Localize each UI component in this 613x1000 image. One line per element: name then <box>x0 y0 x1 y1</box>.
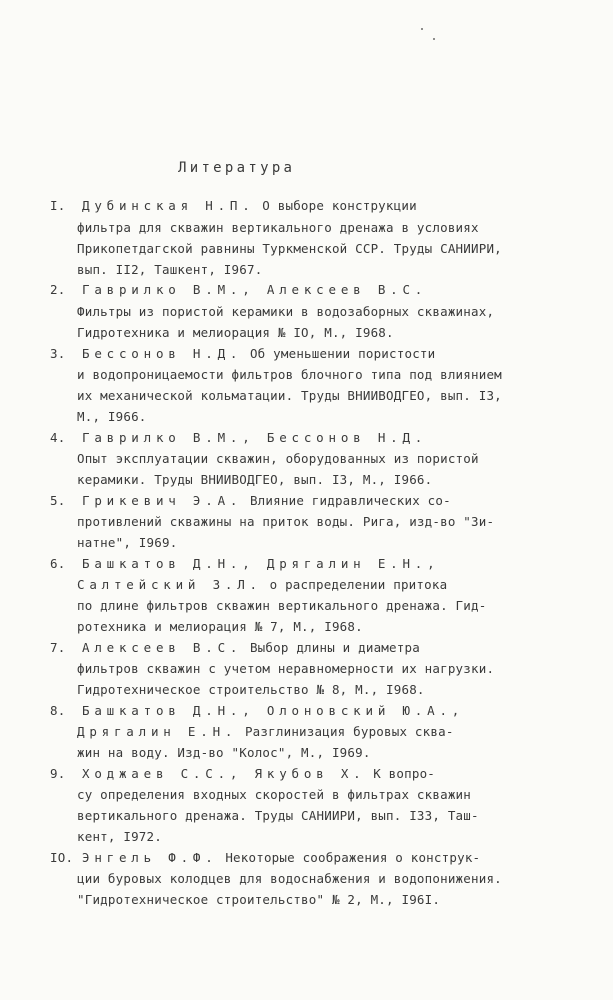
reference-text: Выбор длины и диаметра <box>242 640 420 655</box>
reference-number: 3. <box>50 346 66 361</box>
reference-line <box>77 663 494 676</box>
reference-text: О выборе конструкции <box>254 198 417 213</box>
reference-author: Башкатов Д.Н., Олоновский Ю.А., <box>82 703 465 718</box>
reference-line <box>82 284 427 297</box>
reference-text: их механической кольматации. Труды ВНИИВОДГЕО, вып. I3, <box>77 388 502 403</box>
reference-number: 8. <box>50 703 66 718</box>
reference-text: су определения входных скоростей в фильтрах скважин <box>77 787 472 802</box>
page-title: Литература <box>178 160 296 176</box>
reference-text: Прикопетдагской равнины Туркменской ССР. Труды САНИИРИ, <box>77 241 502 256</box>
reference-text: Гидротехника и мелиорация № IO, М., I968. <box>77 325 394 340</box>
paper-speck <box>433 38 435 40</box>
reference-line <box>77 222 479 235</box>
reference-author: Дрягалин Е.Н. <box>77 724 238 739</box>
reference-line <box>77 789 471 802</box>
reference-line <box>82 642 420 655</box>
reference-author: Гаврилко В.М., Бессонов Н.Д. <box>82 430 428 445</box>
paper-speck <box>421 28 423 30</box>
reference-line <box>82 558 439 571</box>
reference-text: К вопро- <box>365 766 436 781</box>
reference-line <box>77 684 425 697</box>
reference-text: по длине фильтров скважин вертикального дренажа. Гид- <box>77 598 487 613</box>
reference-text: кент, I972. <box>77 829 162 844</box>
reference-line <box>77 306 494 319</box>
reference-line <box>82 852 480 865</box>
reference-line <box>77 474 432 487</box>
reference-text: М., I966. <box>77 409 147 424</box>
reference-text: вертикального дренажа. Труды САНИИРИ, вып. I33, Таш- <box>77 808 479 823</box>
reference-line <box>77 621 363 634</box>
reference-author: Ходжаев С.С., Якубов Х. <box>82 766 366 781</box>
reference-line <box>77 243 502 256</box>
reference-line <box>82 495 451 508</box>
reference-text: и водопроницаемости фильтров блочного типа под влиянием <box>77 367 502 382</box>
reference-line <box>77 411 147 424</box>
reference-line <box>77 390 502 403</box>
reference-line <box>77 873 502 886</box>
reference-number: 2. <box>50 282 66 297</box>
reference-text: Об уменьшении пористости <box>242 346 436 361</box>
reference-line <box>77 369 502 382</box>
reference-author: Дубинская Н.П. <box>82 198 255 213</box>
reference-text: Опыт эксплуатации скважин, оборудованных из пористой <box>77 451 479 466</box>
reference-text: Гидротехническое строительство № 8, М., I968. <box>77 682 425 697</box>
reference-text: о распределении притока <box>261 577 448 592</box>
reference-text: ротехника и мелиорация № 7, М., I968. <box>77 619 363 634</box>
reference-line <box>82 705 464 718</box>
reference-text: вып. II2, Ташкент, I967. <box>77 262 263 277</box>
reference-author: Алексеев В.С. <box>82 640 243 655</box>
reference-text: ции буровых колодцев для водоснабжения и водопонижения. <box>77 871 502 886</box>
reference-number: 4. <box>50 430 66 445</box>
reference-author: Башкатов Д.Н., Дрягалин Е.Н., <box>82 556 440 571</box>
reference-author: Гаврилко В.М., Алексеев В.С. <box>82 282 428 297</box>
reference-text: натне", I969. <box>77 535 178 550</box>
reference-number: 5. <box>50 493 66 508</box>
reference-line <box>77 726 454 739</box>
reference-line <box>82 768 435 781</box>
reference-text: фильтра для скважин вертикального дренажа в условиях <box>77 220 479 235</box>
reference-number: 6. <box>50 556 66 571</box>
reference-line <box>82 200 417 213</box>
reference-text: противлений скважины на приток воды. Рига, изд-во "Зи- <box>77 514 495 529</box>
reference-line <box>77 600 486 613</box>
reference-author: Салтейский З.Л. <box>77 577 262 592</box>
reference-line <box>77 747 371 760</box>
reference-line <box>77 894 440 907</box>
reference-line <box>77 810 479 823</box>
reference-line <box>77 264 262 277</box>
reference-line <box>77 453 479 466</box>
reference-text: Фильтры из пористой керамики в водозаборных скважинах, <box>77 304 495 319</box>
reference-line <box>77 537 177 550</box>
reference-number: 9. <box>50 766 66 781</box>
reference-text: Влияние гидравлических со- <box>242 493 451 508</box>
reference-line <box>82 348 435 361</box>
reference-text: жин на воду. Изд-во "Колос", М., I969. <box>77 745 371 760</box>
reference-author: Грикевич Э.А. <box>82 493 243 508</box>
reference-line <box>77 327 394 340</box>
reference-line <box>77 516 494 529</box>
reference-line <box>77 831 162 844</box>
reference-number: 7. <box>50 640 66 655</box>
reference-text: "Гидротехническое строительство" № 2, М., I96I. <box>77 892 441 907</box>
reference-text: фильтров скважин с учетом неравномерности их нагрузки. <box>77 661 495 676</box>
reference-author: Бессонов Н.Д. <box>82 346 243 361</box>
reference-number: I. <box>50 198 66 213</box>
reference-text: Некоторые соображения о конструк- <box>217 850 481 865</box>
reference-number: IO. <box>50 850 74 865</box>
reference-text: Разглинизация буровых сква- <box>237 724 454 739</box>
reference-text: керамики. Труды ВНИИВОДГЕО, вып. I3, М., I966. <box>77 472 433 487</box>
reference-line <box>77 579 447 592</box>
reference-line <box>82 432 427 445</box>
reference-author: Энгель Ф.Ф. <box>82 850 218 865</box>
